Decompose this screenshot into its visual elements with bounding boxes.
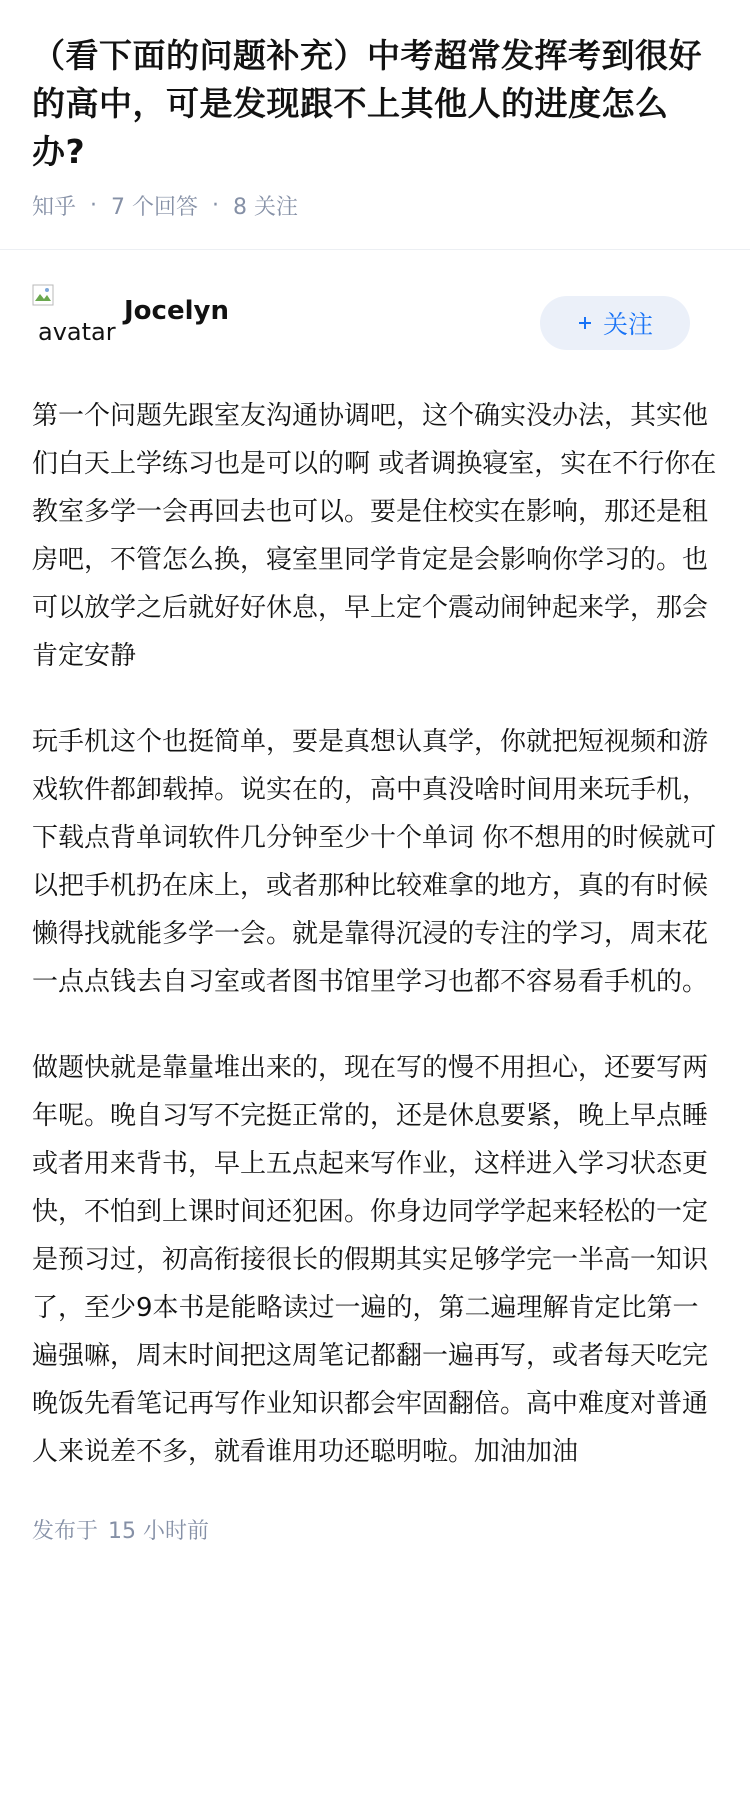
avatar[interactable] bbox=[32, 284, 116, 352]
follower-count[interactable]: 8 关注 bbox=[233, 195, 299, 220]
meta-separator: · bbox=[212, 193, 220, 218]
answer-paragraph: 第一个问题先跟室友沟通协调吧，这个确实没办法，其实他们白天上学练习也是可以的啊 或者调换寝室，实在不行你在教室多学一会再回去也可以。要是住校实在影响，那还是租房吧，不管怎么换，寝室里同学肯定是会影响你学习的。也可以放学之后就好好休息，早上定个震动闹钟起来学，那会肯定安静 bbox=[32, 401, 717, 671]
publish-time bbox=[32, 1514, 718, 1545]
source-label[interactable]: 知乎 bbox=[32, 195, 77, 220]
publish-label: 发布于 bbox=[32, 1519, 99, 1544]
answer-body bbox=[32, 392, 718, 1476]
answer-count[interactable]: 7 个回答 bbox=[111, 195, 199, 220]
avatar-alt-text: avatar bbox=[38, 318, 116, 346]
follow-button[interactable] bbox=[540, 296, 690, 350]
meta-separator: · bbox=[90, 193, 98, 218]
broken-image-icon bbox=[32, 284, 54, 306]
plus-icon bbox=[577, 315, 593, 331]
author-name[interactable]: Jocelyn bbox=[124, 296, 229, 326]
question-meta bbox=[32, 190, 718, 221]
publish-time-value: 15 小时前 bbox=[108, 1519, 210, 1544]
author-row bbox=[32, 250, 718, 362]
question-title[interactable]: （看下面的问题补充）中考超常发挥考到很好的高中，可是发现跟不上其他人的进度怎么办? bbox=[32, 36, 702, 171]
answer-paragraph: 玩手机这个也挺简单，要是真想认真学，你就把短视频和游戏软件都卸载掉。说实在的，高中真没啥时间用来玩手机，下载点背单词软件几分钟至少十个单词 你不想用的时候就可以把手机扔在床上，或者那种比较难拿的地方，真的有时候懒得找就能多学一会。就是靠得沉浸的专注的学习，周末花一点点钱去自习室或者图书馆里学习也都不容易看手机的。 bbox=[32, 727, 717, 997]
answer-card bbox=[0, 250, 750, 1545]
question-header bbox=[0, 0, 750, 250]
answer-paragraph: 做题快就是靠量堆出来的，现在写的慢不用担心，还要写两年呢。晚自习写不完挺正常的，还是休息要紧，晚上早点睡或者用来背书，早上五点起来写作业，这样进入学习状态更快，不怕到上课时间还犯困。你身边同学学起来轻松的一定是预习过，初高衔接很长的假期其实足够学完一半高一知识了，至少9本书是能略读过一遍的，第二遍理解肯定比第一遍强嘛，周末时间把这周笔记都翻一遍再写，或者每天吃完晚饭先看笔记再写作业知识都会牢固翻倍。高中难度对普通人来说差不多，就看谁用功还聪明啦。加油加油 bbox=[32, 1053, 709, 1467]
follow-button-label: 关注 bbox=[602, 310, 653, 339]
